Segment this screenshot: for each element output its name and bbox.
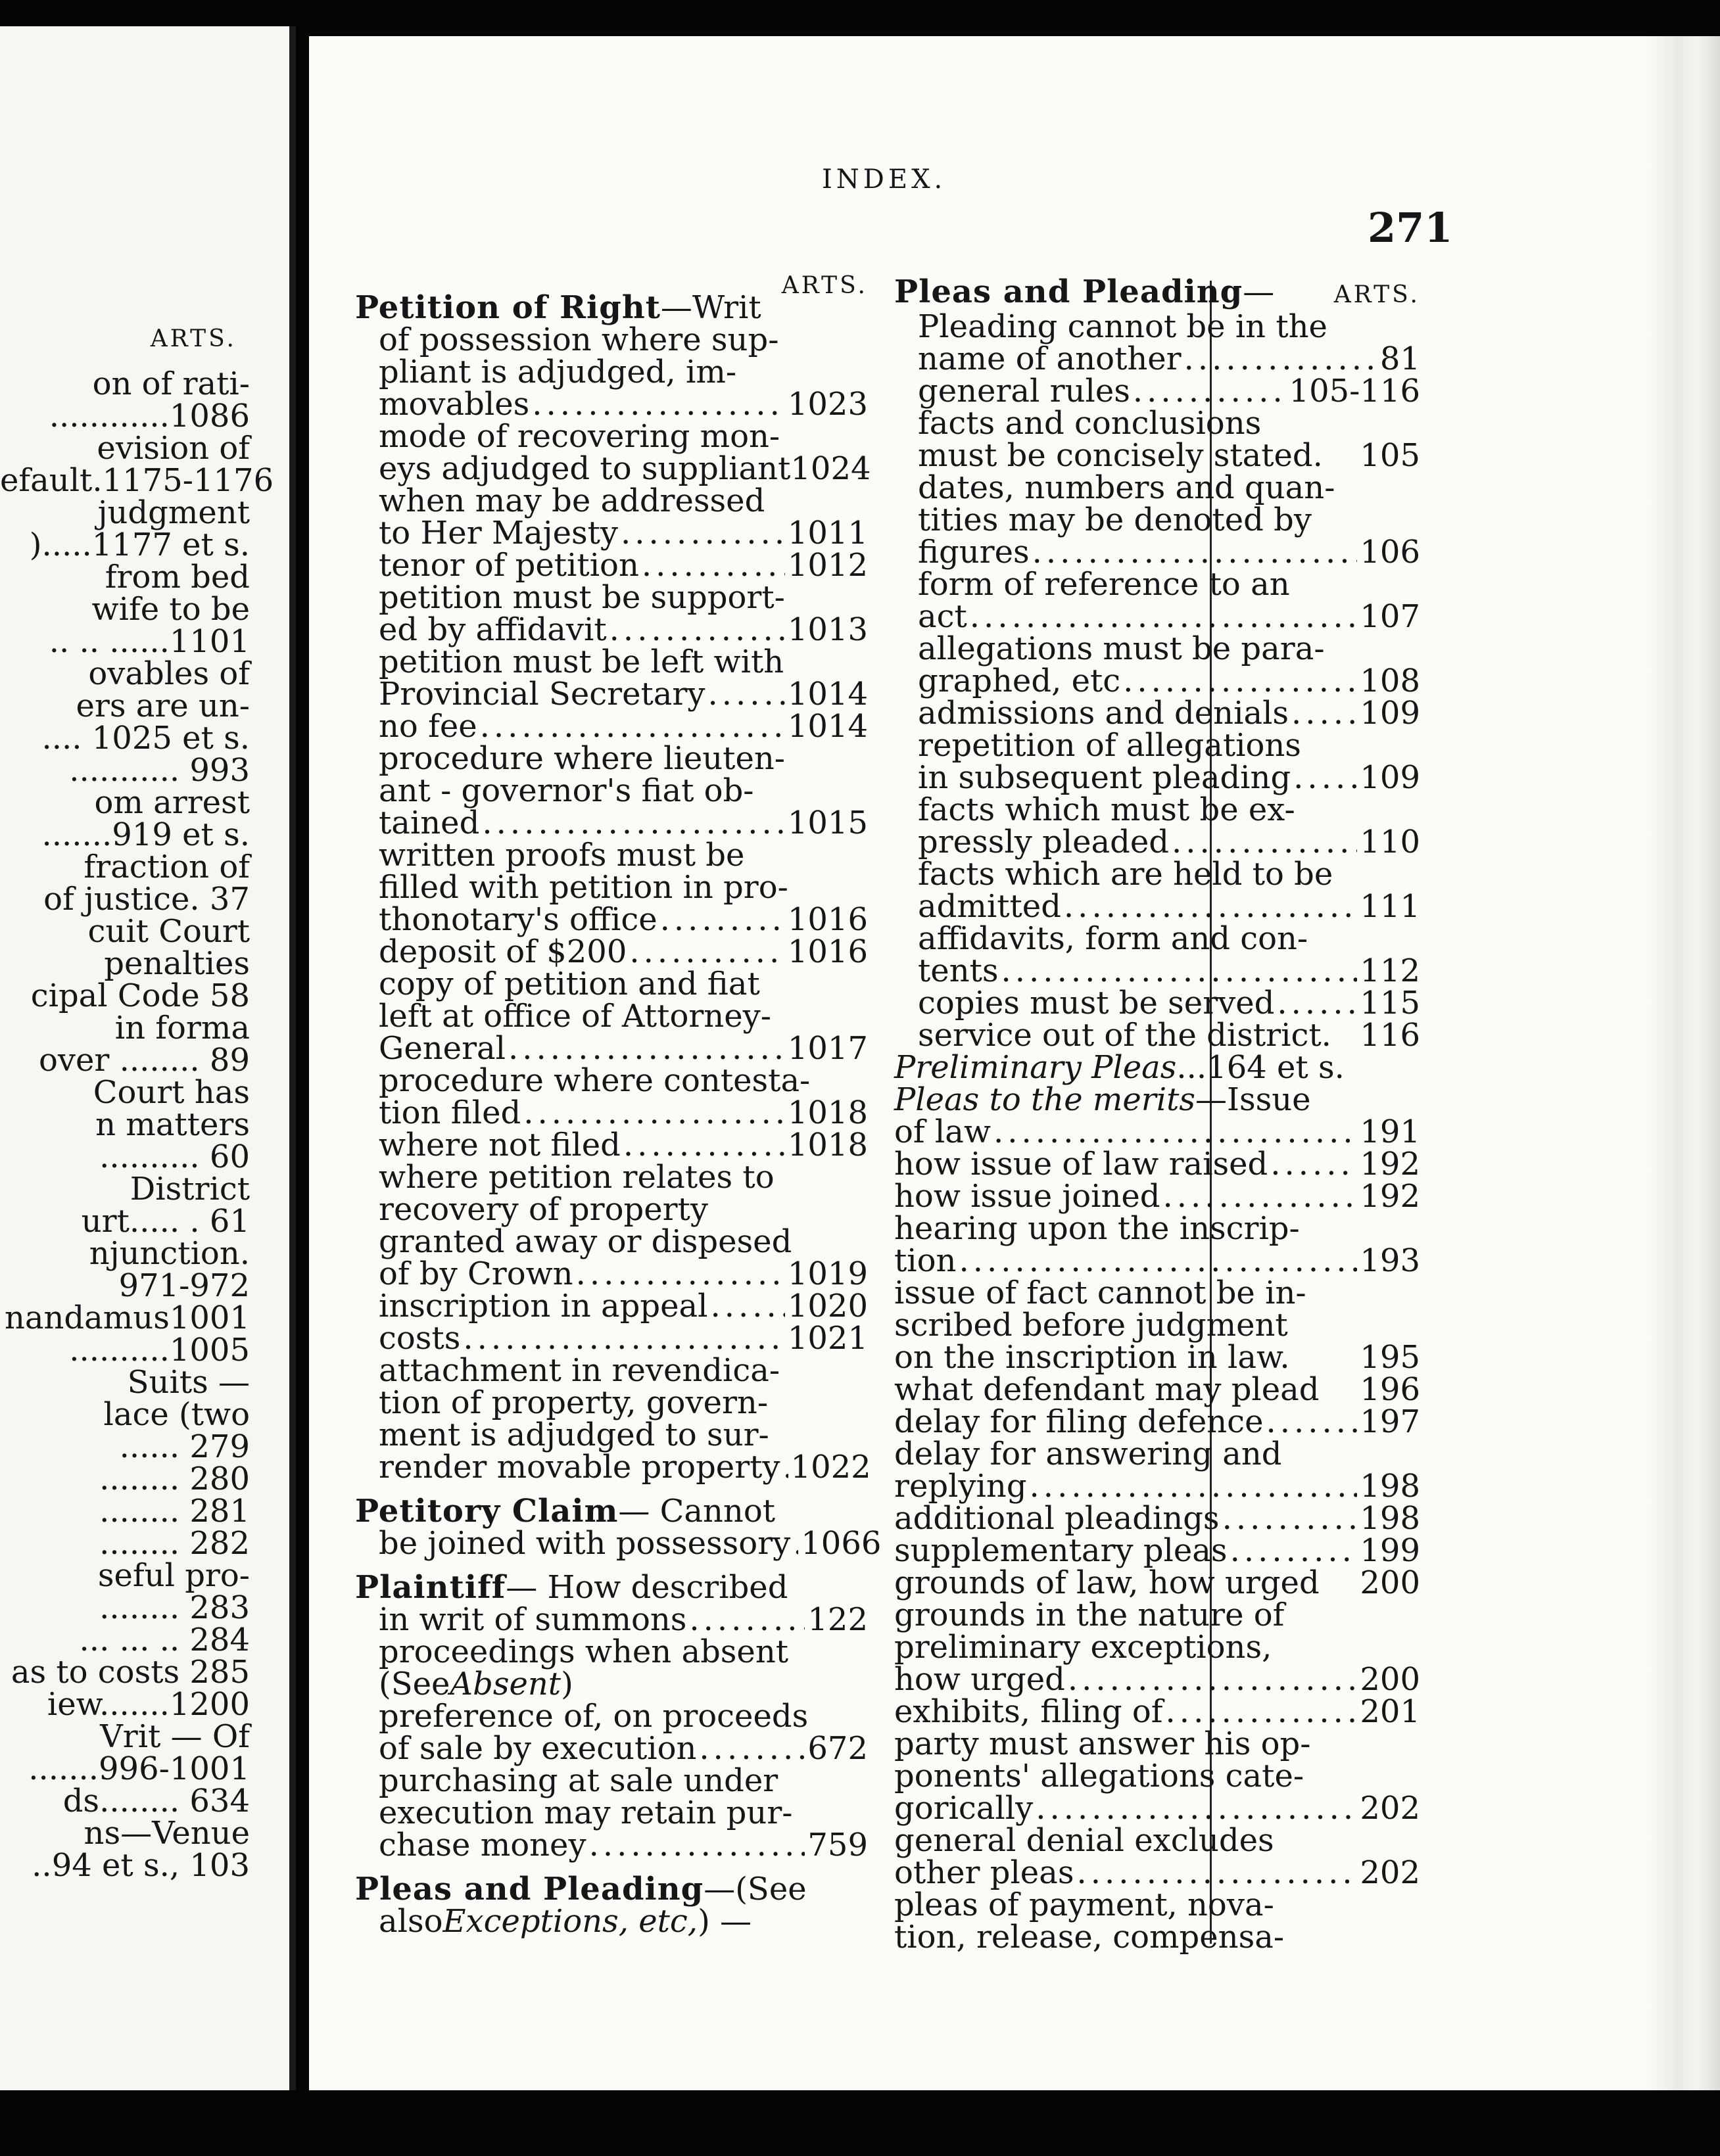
facing-page-line: Suits —: [127, 1364, 250, 1401]
index-line: tion, release, compensa-: [894, 1919, 1285, 1956]
arts-label: ARTS.: [781, 272, 868, 299]
facing-page-line: lace (two: [103, 1396, 250, 1433]
index-line: thonotary's office ..... 1016: [355, 904, 868, 936]
facing-page-line: wife to be: [91, 591, 250, 628]
index-entry: Petitory Claim — Cannot: [355, 1493, 776, 1530]
index-line: allegations must be para-: [918, 630, 1325, 667]
facing-page-line: ers are un-: [76, 688, 250, 724]
index-line: render movable property ..... 1022: [355, 1451, 868, 1484]
index-line: attachment in revendica-: [379, 1352, 780, 1389]
index-line: petition must be support-: [379, 579, 785, 616]
index-line: repetition of allegations: [918, 727, 1301, 764]
facing-page-line: .... 1025 et s.: [41, 720, 250, 757]
index-line: affidavits, form and con-: [918, 920, 1308, 957]
index-line: purchasing at sale under: [379, 1762, 778, 1799]
index-line: delay for answering and: [894, 1436, 1282, 1472]
index-line: general denial excludes: [894, 1822, 1274, 1859]
index-line: graphed, etc ..... 108: [894, 665, 1420, 697]
index-line: how urged ..... 200: [894, 1664, 1420, 1696]
facing-page-line: .. .. ......1101: [49, 623, 250, 660]
facing-page-line: ..94 et s., 103: [32, 1847, 250, 1884]
index-line: party must answer his op-: [894, 1725, 1311, 1762]
facing-page-line: fraction of: [84, 849, 250, 885]
facing-page-line: urt..... . 61: [81, 1203, 250, 1240]
index-line: preference of, on proceeds: [379, 1698, 809, 1735]
index-line: no fee ..... 1014: [355, 711, 868, 743]
index-line: supplementary pleas ..... 199: [894, 1535, 1420, 1567]
index-line: scribed before judgment: [894, 1307, 1288, 1344]
facing-page-line: ns—Venue: [84, 1815, 250, 1852]
facing-page-line: ..........1005: [69, 1332, 250, 1369]
index-line: ant - governor's fiat ob-: [379, 772, 754, 809]
facing-page-line: ........ 282: [99, 1525, 250, 1562]
index-line: when may be addressed: [379, 482, 765, 519]
index-line: deposit of $200 ..... 1016: [355, 936, 868, 968]
facing-page-line: ovables of: [88, 655, 250, 692]
index-entry: Pleas and Pleading —(See: [355, 1871, 807, 1908]
facing-page-line: .......... 60: [99, 1138, 250, 1175]
facing-page-line: ... ... .. 284: [79, 1622, 250, 1658]
entry-heading: Pleas and Pleading: [894, 273, 1243, 310]
index-line: General ..... 1017: [355, 1033, 868, 1065]
index-line: dates, numbers and quan-: [918, 469, 1335, 506]
index-line: granted away or dispesed: [379, 1223, 792, 1260]
entry-heading: Petitory Claim: [355, 1493, 619, 1530]
facing-page-line: efault.1175-1176: [0, 462, 274, 499]
index-line: copies must be served ..... 115: [894, 987, 1420, 1019]
index-line: act ..... 107: [894, 601, 1420, 633]
facing-page-line: nandamus1001: [4, 1300, 250, 1336]
facing-page-line: evision of: [97, 430, 250, 467]
facing-page-line: District: [130, 1171, 250, 1207]
index-line: procedure where lieuten-: [379, 740, 785, 777]
index-line: of sale by execution ..... 672: [355, 1733, 868, 1765]
index-line: tents ..... 112: [894, 955, 1420, 987]
facing-page-line: as to costs 285: [11, 1654, 250, 1691]
index-line: pleas of payment, nova-: [894, 1886, 1274, 1923]
index-line: petition must be left with: [379, 644, 784, 680]
facing-page-line: om arrest: [94, 784, 250, 821]
index-line: pressly pleaded ..... 110: [894, 826, 1420, 858]
facing-page-line: penalties: [104, 945, 250, 982]
index-line: gorically ..... 202: [894, 1793, 1420, 1825]
index-line: how issue of law raised ..... 192: [894, 1148, 1420, 1181]
index-line: admitted ..... 111: [894, 891, 1420, 923]
index-line: procedure where contesta-: [379, 1062, 811, 1099]
index-line: inscription in appeal ..... 1020: [355, 1290, 868, 1323]
index-line: pliant is adjudged, im-: [379, 354, 737, 390]
index-line: replying ..... 198: [894, 1470, 1420, 1503]
index-line: Pleading cannot be in the: [918, 308, 1327, 345]
left-arts-label: ARTS.: [150, 325, 237, 352]
facing-page-line: .......919 et s.: [41, 816, 250, 853]
facing-page-line: njunction.: [89, 1235, 250, 1272]
facing-page-line: ........... 993: [69, 752, 250, 789]
facing-page: [0, 26, 296, 2090]
index-entry: Petition of Right —Writ: [355, 289, 761, 326]
facing-page-line: ).....1177 et s.: [29, 527, 250, 563]
index-line: other pleas ..... 202: [894, 1857, 1420, 1889]
index-subentry: Preliminary Pleas ...164 et s.: [894, 1049, 1345, 1086]
index-line: tenor of petition ..... 1012: [355, 550, 868, 582]
index-line: in subsequent pleading ..... 109: [894, 762, 1420, 794]
facing-page-line: cuit Court: [87, 913, 250, 950]
facing-page-line: judgment: [97, 494, 250, 531]
facing-page-line: ...... 279: [119, 1428, 250, 1465]
index-line: of possession where sup-: [379, 321, 779, 358]
facing-page-line: ............1086: [49, 398, 250, 434]
index-entry: Plaintiff — How described: [355, 1569, 788, 1606]
facing-page-line: ds........ 634: [62, 1783, 250, 1819]
index-line: service out of the district. 116: [918, 1017, 1420, 1054]
running-head: INDEX.: [822, 164, 947, 195]
index-line: general rules ..... 105-116: [894, 375, 1420, 408]
index-line: facts which are held to be: [918, 856, 1333, 893]
index-line: hearing upon the inscrip-: [894, 1210, 1300, 1247]
facing-page-line: Vrit — Of: [100, 1718, 250, 1755]
page-edge: [1648, 36, 1720, 2090]
index-line: in writ of summons ..... 122: [355, 1604, 868, 1636]
index-line: ponents' allegations cate-: [894, 1758, 1304, 1794]
facing-page-line: ........ 280: [99, 1461, 250, 1497]
index-line: how issue joined ..... 192: [894, 1181, 1420, 1213]
index-line: recovery of property: [379, 1191, 708, 1228]
index-line: tion ..... 193: [894, 1245, 1420, 1277]
index-line: ment is adjudged to sur-: [379, 1417, 769, 1453]
index-line: also Exceptions, etc, ) —: [379, 1903, 752, 1940]
index-line: name of another ..... 81: [894, 343, 1420, 375]
index-line: facts which must be ex-: [918, 791, 1295, 828]
index-line: delay for filing defence ..... 197: [894, 1406, 1420, 1438]
index-line: Provincial Secretary ..... 1014: [355, 678, 868, 711]
index-column-right: [894, 273, 1420, 1956]
index-line: where not filed ..... 1018: [355, 1129, 868, 1161]
index-line: grounds of law, how urged 200: [894, 1564, 1420, 1601]
facing-page-line: of justice. 37: [43, 881, 250, 918]
facing-page-line: n matters: [95, 1106, 250, 1143]
index-line: preliminary exceptions,: [894, 1629, 1272, 1666]
index-line: execution may retain pur-: [379, 1794, 793, 1831]
facing-page-line: in forma: [114, 1010, 250, 1046]
index-column-left: [355, 272, 882, 1940]
index-line: (See Absent ): [379, 1666, 573, 1702]
index-line: admissions and denials ..... 109: [894, 697, 1420, 730]
facing-page-line: .......996-1001: [28, 1750, 250, 1787]
facing-page-line: 971-972: [118, 1267, 250, 1304]
index-line: be joined with possessory ..... 1066: [355, 1528, 868, 1560]
page-number: 271: [1368, 204, 1453, 252]
facing-page-line: on of rati-: [92, 365, 250, 402]
index-line: eys adjudged to suppliant1024: [379, 450, 871, 487]
index-entry: Pleas and Pleading — ARTS.: [894, 273, 1420, 310]
index-line: written proofs must be: [379, 837, 745, 874]
index-line: issue of fact cannot be in-: [894, 1275, 1306, 1311]
entry-heading: Pleas and Pleading: [355, 1871, 704, 1908]
facing-page-line: ........ 281: [99, 1493, 250, 1530]
index-line: chase money ..... 759: [355, 1829, 868, 1862]
facing-page-line: cipal Code 58: [30, 977, 250, 1014]
facing-page-line: from bed: [105, 559, 250, 596]
entry-heading: Petition of Right: [355, 289, 661, 326]
index-line: grounds in the nature of: [894, 1597, 1285, 1633]
index-line: exhibits, filing of ..... 201: [894, 1696, 1420, 1728]
facing-page-line: seful pro-: [97, 1557, 250, 1594]
index-line: of law ..... 191: [894, 1116, 1420, 1148]
index-line: on the inscription in law. 195: [894, 1339, 1420, 1376]
index-line: to Her Majesty ..... 1011: [355, 517, 868, 550]
index-line: tities may be denoted by: [918, 502, 1312, 538]
index-line: ed by affidavit ..... 1013: [355, 614, 868, 646]
index-line: form of reference to an: [918, 566, 1290, 603]
index-line: additional pleadings ..... 198: [894, 1503, 1420, 1535]
index-line: must be concisely stated. 105: [918, 437, 1420, 474]
facing-page-line: iew.......1200: [47, 1686, 250, 1723]
facing-page-line: over ........ 89: [38, 1042, 250, 1079]
index-line: proceedings when absent: [379, 1633, 789, 1670]
index-line: where petition relates to: [379, 1159, 775, 1196]
index-line: facts and conclusions: [918, 405, 1262, 442]
index-line: left at office of Attorney-: [379, 998, 771, 1035]
index-line: movables ..... 1023: [355, 388, 868, 421]
index-line: costs ..... 1021: [355, 1323, 868, 1355]
index-line: mode of recovering mon-: [379, 418, 780, 455]
facing-page-line: Court has: [93, 1074, 250, 1111]
index-line: filled with petition in pro-: [379, 869, 788, 906]
index-line: of by Crown ..... 1019: [355, 1258, 868, 1290]
index-line: copy of petition and fiat: [379, 966, 760, 1002]
index-line: figures ..... 106: [894, 536, 1420, 569]
index-subentry: Pleas to the merits —Issue: [894, 1081, 1311, 1118]
left-page-lines: [0, 365, 274, 1884]
index-line: tion filed ..... 1018: [355, 1097, 868, 1129]
index-line: tion of property, govern-: [379, 1384, 769, 1421]
index-line: what defendant may plead 196: [894, 1371, 1420, 1408]
index-line: tained ..... 1015: [355, 807, 868, 839]
facing-page-line: ........ 283: [99, 1589, 250, 1626]
entry-heading: Plaintiff: [355, 1569, 506, 1606]
arts-label: ARTS.: [1333, 281, 1420, 308]
index-page: [309, 36, 1720, 2090]
